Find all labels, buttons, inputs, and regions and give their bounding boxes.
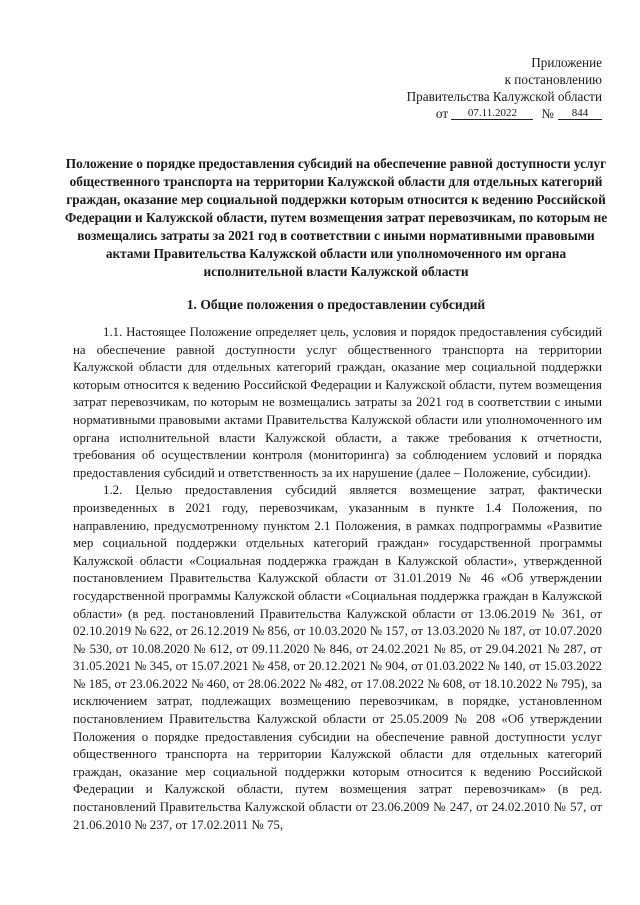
appendix-line-3: Правительства Калужской области [406,89,602,104]
appendix-line-2: к постановлению [504,72,602,87]
appendix-date-row [362,105,602,122]
appendix-block [362,54,602,122]
document-title: Положение о порядке предоставления субсидий на обеспечение равной доступности услуг общественного транспорта на территории Калужской области для отдельных категорий граждан, оказание мер социальной поддержки которым относится к ведению Российской Федерации и Калужской области, путем возмещения затрат перевозчикам, по которым не возмещались затраты за 2021 год в соответствии с иными нормативными правовыми актами Правительства Калужской области или уполномоченного им органа исполнительной власти Калужской области [64,156,608,279]
decree-date: 07.11.2022 [451,107,533,120]
document-body [73,324,602,834]
section-heading: 1. Общие положения о предоставлении субсидий [186,297,486,312]
appendix-line-1: Приложение [531,55,602,70]
paragraph-1-2: 1.2. Целью предоставления субсидий является возмещение затрат, фактически произведенных в 2021 году, перевозчикам, указанным в пункте 1.4 Положения, по направлению, предусмотренному пунктом 2.1 Положения, в рамках подпрограммы «Развитие мер социальной поддержки отдельных категорий граждан» государственной программы Калужской области «Социальная поддержка граждан в Калужской области», утвержденной постановлением Правительства Калужской области от 31.01.2019 № 46 «Об утверждении государственной программы Калужской области «Социальная поддержка граждан в Калужской области» (в ред. постановлений Правительства Калужской области от 13.06.2019 № 361, от 02.10.2019 № 622, от 26.12.2019 № 856, от 10.03.2020 № 157, от 13.03.2020 № 187, от 10.07.2020 № 530, от 10.08.2020 № 612, от 09.11.2020 № 846, от 24.02.2021 № 85, от 29.04.2021 № 287, от 31.05.2021 № 345, от 15.07.2021 № 458, от 20.12.2021 № 904, от 01.03.2022 № 140, от 15.03.2022 № 185, от 23.06.2022 № 460, от 28.06.2022 № 482, от 17.08.2022 № 608, от 18.10.2022 № 795), за исключением затрат, подлежащих возмещению перевозчикам, в порядке, установленном постановлением Правительства Калужской области от 25.05.2009 № 208 «Об утверждении Положения о порядке предоставления субсидии на обеспечение равной доступности услуг общественного транспорта на территории Калужской области для отдельных категорий граждан, оказание мер социальной поддержки которым относится к ведению Российской Федерации и Калужской области, путем возмещения затрат перевозчикам» (в ред. постановлений Правительства Калужской области от 23.06.2009 № 247, от 24.02.2010 № 57, от 21.06.2010 № 237, от 17.02.2011 № 75, [73,483,602,832]
paragraph-1-1: 1.1. Настоящее Положение определяет цель, условия и порядок предоставления субсидий на обеспечение равной доступности услуг общественного транспорта на территории Калужской области для отдельных категорий граждан, оказание мер социальной поддержки которым относится к ведению Российской Федерации и Калужской области, путем возмещения затрат перевозчикам, по которым не возмещались затраты за 2021 год в соответствии с иными нормативными правовыми актами Правительства Калужской области или уполномоченного им органа исполнительной власти Калужской области, а также требования к отчетности, требования об осуществлении контроля (мониторинга) за соблюдением условий и порядка предоставления субсидий и ответственность за их нарушение (далее – Положение, субсидии). [73,325,602,480]
decree-number: 844 [558,107,602,120]
number-label: № [541,106,554,121]
from-label: от [435,106,449,121]
